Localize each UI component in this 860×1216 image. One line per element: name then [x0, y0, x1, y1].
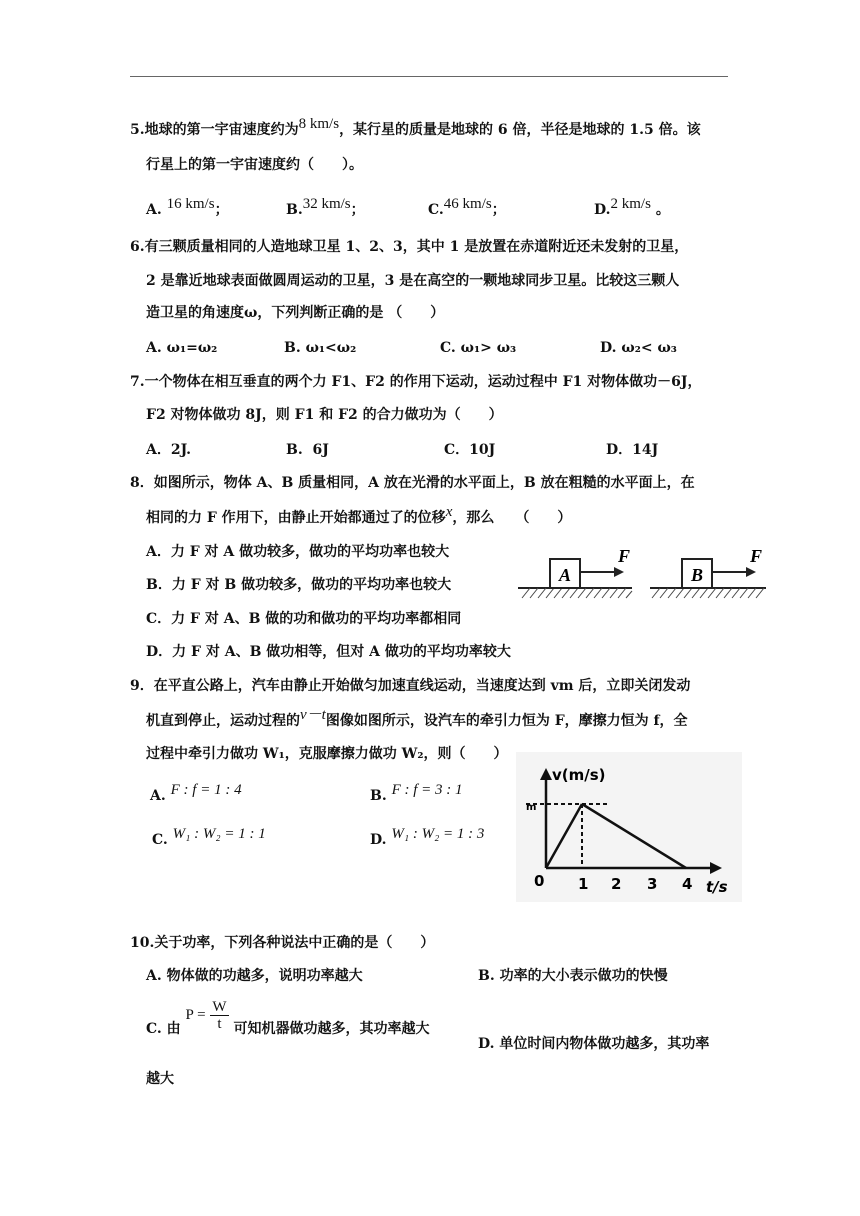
q9-line2-post: 图像如图所示，设汽车的牵引力恒为 F，摩擦力恒为 f，全 [325, 713, 688, 729]
q7-line1: 7.一个物体在相互垂直的两个力 F1、F2 的作用下运动，运动过程中 F1 对物体做功－6J， [130, 374, 702, 390]
q8-option-b: B．力 F 对 B 做功较多，做功的平均功率也较大 [146, 577, 452, 593]
q5-speed: 8 km/s [298, 116, 340, 132]
q6-option-b-text: ω₁<ω₂ [305, 340, 357, 356]
q7-option-d-text: 14J [632, 442, 659, 458]
origin-label: 0 [534, 872, 545, 890]
q10-option-c-pre: C. 由 [146, 1021, 181, 1037]
q6-option-c-text: ω₁> ω₃ [460, 340, 517, 356]
v-axis-label: v(m/s) [552, 766, 606, 784]
tick-label-1: 1 [578, 875, 589, 893]
q5-option-c-label: C. [428, 202, 444, 218]
force-b-label: F [750, 546, 763, 566]
q9-option-a-label: A. [150, 788, 166, 804]
q5-line2: 行星上的第一宇宙速度约（ ）。 [146, 157, 363, 173]
q7-option-c-text: 10J [469, 442, 496, 458]
q9-option-c-text: W₁ : W₂ = 1 : 1 [172, 826, 266, 842]
q5-line1 [130, 116, 701, 140]
header-rule [130, 76, 728, 77]
ground-a-hatching [522, 588, 632, 598]
q5-option-d [594, 196, 670, 220]
formula-numerator: W [212, 998, 227, 1015]
q9-option-b [370, 782, 463, 806]
q9-option-a [150, 782, 242, 806]
q7-option-a-label: A． [146, 442, 171, 458]
q6-line2: 2 是靠近地球表面做圆周运动的卫星，3 是在高空的一颗地球同步卫星。比较这三颗人 [146, 273, 680, 289]
q5-option-d-label: D. [594, 202, 611, 218]
q7-option-a-text: 2J. [170, 442, 192, 458]
q9-line1: 9．在平直公路上，汽车由静止开始做匀加速直线运动，当速度达到 vm 后，立即关闭发动 [130, 678, 691, 694]
q8-figure [514, 540, 770, 604]
q6-option-c-label: C. [440, 340, 456, 356]
q6-line3: 造卫星的角速度ω，下列判断正确的是 （ ） [146, 305, 445, 321]
q8-option-a: A．力 F 对 A 做功较多，做功的平均功率也较大 [146, 544, 450, 560]
q5-option-a-suffix: ； [214, 202, 229, 218]
q10-option-a: A. 物体做的功越多，说明功率越大 [146, 968, 363, 984]
formula-denominator: t [217, 1015, 222, 1032]
q9-option-b-text: F : f = 3 : 1 [391, 782, 463, 798]
q7-option-b-label: B. [286, 442, 303, 458]
tick-label-4: 4 [682, 875, 693, 893]
force-b-arrowhead [746, 567, 756, 577]
q9-option-d-label: D. [370, 832, 387, 848]
q9-line2-pre: 机直到停止，运动过程的 [146, 713, 300, 729]
vm-label: m [526, 802, 537, 813]
q9-line3: 过程中牵引力做功 W₁，克服摩擦力做功 W₂，则（ ） [146, 746, 508, 762]
q5-option-a-value: 16 km/s [166, 196, 215, 212]
formula-lhs: P = [185, 1007, 206, 1023]
q5-option-b-value: 32 km/s [302, 196, 351, 212]
q7-option-b-text: 6J [312, 442, 329, 458]
q5-option-b-label: B. [286, 202, 303, 218]
q8-line1: 8．如图所示，物体 A、B 质量相同，A 放在光滑的水平面上，B 放在粗糙的水平面上，在 [130, 475, 695, 491]
q6-option-a-label: A. [146, 340, 162, 356]
q5-text-post: ，某行星的质量是地球的 6 倍，半径是地球的 1.5 倍。该 [339, 122, 701, 138]
q5-option-a-label: A. [146, 202, 162, 218]
q6-option-a [146, 338, 217, 358]
q5-option-c-suffix: ； [491, 202, 506, 218]
tick-label-3: 3 [647, 875, 658, 893]
q9-line2 [146, 707, 688, 731]
formula-fraction [210, 999, 228, 1032]
q9-vt: v－t [300, 707, 326, 723]
q8-line2-post: ，那么 （ ） [452, 510, 572, 526]
ground-b-hatching [652, 588, 764, 598]
q8-line2 [146, 504, 572, 528]
tick-label-2: 2 [611, 875, 622, 893]
q9-vt-graph [516, 752, 742, 902]
q8-var-x: x [445, 504, 453, 520]
q6-option-d [600, 338, 677, 358]
power-formula [186, 998, 229, 1032]
q6-option-b-label: B. [284, 340, 301, 356]
q7-option-d [606, 440, 658, 460]
q6-option-a-text: ω₁=ω₂ [166, 340, 218, 356]
q5-text-pre: 5.地球的第一宇宙速度约为 [130, 122, 299, 138]
q6-option-c [440, 338, 516, 358]
q10-option-c-post: 可知机器做功越多，其功率越大 [233, 1021, 430, 1037]
q5-option-c-value: 46 km/s [443, 196, 492, 212]
q7-option-a [146, 440, 191, 460]
block-a-label: A [558, 565, 572, 585]
q7-option-b [286, 440, 329, 460]
q5-option-d-suffix: 。 [650, 202, 670, 218]
q9-option-c-label: C. [152, 832, 168, 848]
t-axis-label: t/s [706, 878, 728, 896]
q6-option-d-label: D. [600, 340, 617, 356]
q5-option-d-value: 2 km/s [610, 196, 651, 212]
block-b-label: B [690, 565, 704, 585]
q7-option-c-label: C． [444, 442, 470, 458]
q10-option-d-continued: 越大 [146, 1071, 174, 1087]
q9-option-b-label: B. [370, 788, 387, 804]
q6-line1: 6.有三颗质量相同的人造地球卫星 1、2、3，其中 1 是放置在赤道附近还未发射的卫星， [130, 239, 689, 255]
q10-line1: 10.关于功率，下列各种说法中正确的是（ ） [130, 935, 435, 951]
force-a-label: F [618, 546, 631, 566]
q10-option-b: B. 功率的大小表示做功的快慢 [478, 968, 668, 984]
q5-option-c [428, 196, 506, 220]
q8-option-d: D．力 F 对 A、B 做功相等，但对 A 做功的平均功率较大 [146, 644, 511, 660]
q6-option-b [284, 338, 356, 358]
q8-line2-pre: 相同的力 F 作用下，由静止开始都通过了的位移 [146, 510, 446, 526]
q7-option-d-label: D． [606, 442, 633, 458]
q9-option-a-text: F : f = 1 : 4 [170, 782, 242, 798]
q10-option-c [146, 998, 430, 1046]
q9-option-d-text: W₁ : W₂ = 1 : 3 [391, 826, 485, 842]
q8-option-c: C．力 F 对 A、B 做的功和做功的平均功率都相同 [146, 611, 462, 627]
q6-option-d-text: ω₂< ω₃ [621, 340, 677, 356]
q5-option-b-suffix: ； [350, 202, 365, 218]
q5-option-a [146, 196, 229, 220]
q7-line2: F2 对物体做功 8J，则 F1 和 F2 的合力做功为（ ） [146, 407, 503, 423]
q9-option-d [370, 826, 485, 850]
q5-option-b [286, 196, 365, 220]
q7-option-c [444, 440, 495, 460]
q10-option-d: D. 单位时间内物体做功越多，其功率 [478, 1036, 710, 1052]
q9-option-c [152, 826, 266, 850]
force-a-arrowhead [614, 567, 624, 577]
